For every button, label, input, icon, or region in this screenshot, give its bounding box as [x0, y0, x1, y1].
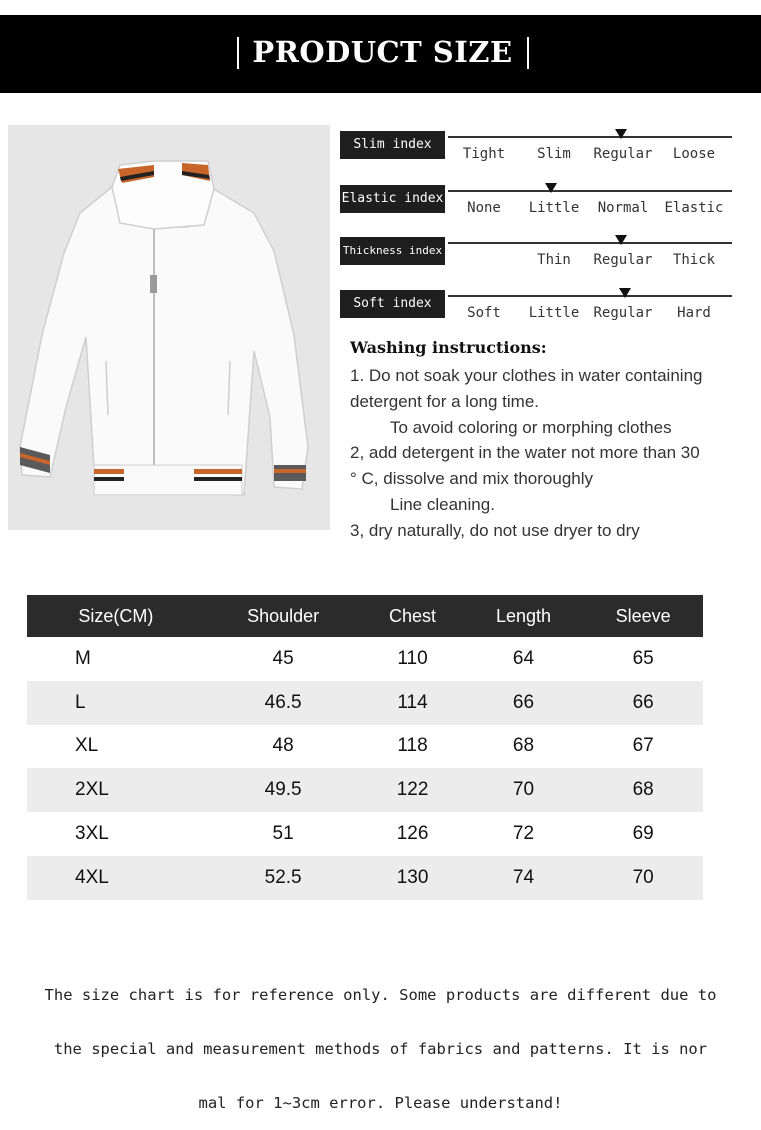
- thickness-index-scale: [448, 242, 732, 244]
- table-cell: 3XL: [75, 823, 109, 845]
- washing-line: To avoid coloring or morphing clothes: [390, 417, 672, 437]
- disclaimer-line: the special and measurement methods of fabrics and patterns. It is nor: [53, 1040, 708, 1058]
- washing-line: detergent for a long time.: [350, 391, 540, 411]
- soft-index-option: Soft: [467, 305, 501, 321]
- elastic-index-scale: [448, 190, 732, 192]
- soft-index-marker-icon: [619, 288, 631, 298]
- table-row: [27, 725, 703, 769]
- table-cell: 2XL: [27, 768, 205, 812]
- table-cell: XL: [75, 735, 99, 757]
- soft-index-option: Hard: [677, 305, 711, 321]
- soft-index-label: Soft index: [340, 290, 445, 318]
- soft-index-option: Regular: [593, 305, 653, 321]
- soft-index-row: [340, 287, 745, 331]
- table-cell: 66: [583, 681, 703, 725]
- washing-title: Washing instructions:: [350, 338, 547, 357]
- table-cell: 68: [512, 735, 535, 757]
- table-cell: 122: [361, 768, 463, 812]
- size-disclaimer: [0, 950, 761, 1130]
- washing-line: 3, dry naturally, do not use dryer to dry: [350, 520, 640, 540]
- size-chart-table: [27, 595, 703, 900]
- column-header: Sleeve: [583, 595, 703, 637]
- column-header: Chest: [361, 595, 463, 637]
- table-cell: 130: [361, 856, 463, 900]
- thickness-index-option: Thick: [672, 252, 716, 268]
- table-cell: 66: [464, 681, 584, 725]
- slim-index-option: Slim: [537, 146, 571, 162]
- table-cell: 74: [464, 856, 584, 900]
- table-cell: M: [75, 647, 91, 669]
- slim-index-row: [340, 128, 745, 172]
- thickness-index-marker-icon: [615, 235, 627, 245]
- washing-line: 2, add detergent in the water not more than 30: [350, 443, 700, 463]
- elastic-index-option: Little: [528, 200, 580, 216]
- soft-index-scale: [448, 295, 732, 297]
- elastic-index-marker-icon: [545, 183, 557, 193]
- slim-index-label: Slim index: [340, 131, 445, 159]
- table-cell: L: [27, 681, 205, 725]
- table-row: [27, 768, 703, 812]
- table-cell: 126: [396, 823, 429, 845]
- disclaimer-line: The size chart is for reference only. Some products are different due to: [44, 986, 717, 1004]
- table-row: [27, 637, 703, 681]
- elastic-index-option: None: [467, 200, 501, 216]
- thickness-index-label: Thickness index: [340, 237, 445, 265]
- table-cell: 69: [632, 823, 654, 845]
- table-cell: 49.5: [205, 768, 362, 812]
- elastic-index-row: [340, 182, 745, 226]
- table-cell: 48: [272, 735, 294, 757]
- table-cell: 64: [512, 647, 535, 669]
- soft-index-option: Little: [528, 305, 580, 321]
- slim-index-option: Tight: [462, 146, 506, 162]
- table-cell: 52.5: [205, 856, 362, 900]
- thickness-index-row: [340, 234, 745, 278]
- column-header: Shoulder: [205, 595, 362, 637]
- disclaimer-line: mal for 1~3cm error. Please understand!: [198, 1094, 563, 1112]
- slim-index-option: Loose: [672, 146, 716, 162]
- product-image: [8, 125, 330, 530]
- slim-index-marker-icon: [615, 129, 627, 139]
- washing-line: 1. Do not soak your clothes in water containing: [350, 366, 703, 385]
- thickness-index-option: Thin: [537, 252, 571, 268]
- table-row: [27, 812, 703, 856]
- table-cell: 68: [583, 768, 703, 812]
- table-cell: 114: [361, 681, 463, 725]
- table-cell: 118: [397, 735, 428, 757]
- washing-instructions: [350, 338, 755, 544]
- divider-left: [237, 37, 239, 69]
- elastic-index-option: Elastic: [664, 200, 724, 216]
- table-cell: 70: [583, 856, 703, 900]
- washing-line: Line cleaning.: [390, 494, 495, 514]
- elastic-index-label: Elastic index: [340, 185, 445, 213]
- divider-right: [527, 37, 529, 69]
- header-banner: [0, 15, 761, 93]
- table-cell: 72: [512, 823, 535, 845]
- slim-index-option: Regular: [593, 146, 653, 162]
- elastic-index-option: Normal: [597, 200, 649, 216]
- table-cell: 70: [464, 768, 584, 812]
- column-header: Length: [464, 595, 584, 637]
- table-header-row: [27, 595, 703, 637]
- thickness-index-option: Regular: [593, 252, 653, 268]
- table-cell: 45: [272, 647, 294, 669]
- page-title: PRODUCT SIZE: [252, 35, 513, 69]
- slim-index-scale: [448, 136, 732, 138]
- column-header: Size(CM): [27, 595, 205, 637]
- washing-line: ° C, dissolve and mix thoroughly: [350, 469, 594, 489]
- table-row: [27, 856, 703, 900]
- table-row: [27, 681, 703, 725]
- table-cell: 65: [632, 647, 654, 669]
- table-cell: 4XL: [27, 856, 205, 900]
- table-cell: 51: [272, 823, 294, 845]
- table-cell: 110: [397, 647, 428, 669]
- table-cell: 67: [632, 735, 654, 757]
- table-cell: 46.5: [205, 681, 362, 725]
